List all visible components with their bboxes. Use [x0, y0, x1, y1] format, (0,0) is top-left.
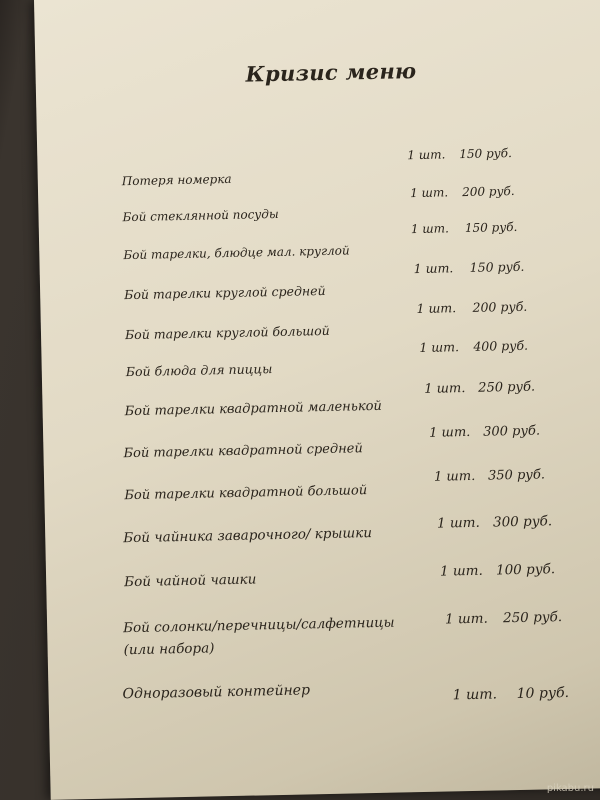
item-qty: 1 шт. [433, 468, 476, 485]
item-qty: 1 шт. [429, 424, 471, 441]
item-qty: 1 шт. [439, 562, 483, 580]
item-qty: 1 шт. [419, 339, 460, 356]
item-price: 300 руб. [492, 513, 553, 531]
menu-row [41, 337, 600, 380]
item-qty: 1 шт. [452, 686, 498, 704]
item-name: Бой тарелки квадратной большой [124, 483, 368, 504]
item-price: 350 руб. [487, 467, 546, 484]
item-name: Бой блюда для пиццы [125, 361, 273, 380]
item-price: 150 руб. [469, 258, 525, 275]
menu-page [34, 0, 600, 800]
menu-row [40, 258, 600, 303]
item-qty: 1 шт. [416, 300, 457, 317]
item-qty: 1 шт. [436, 514, 480, 532]
item-price: 150 руб. [464, 219, 518, 236]
item-qty: 1 шт. [407, 147, 446, 163]
item-price: 200 руб. [472, 298, 528, 315]
item-qty: 1 шт. [424, 381, 466, 397]
item-name: Одноразовый контейнер [122, 682, 311, 703]
menu-row [42, 379, 600, 420]
item-name: Бой солонки/перечницы/салфетницы [123, 614, 395, 637]
item-name: Бой чайника заварочного/ крышки [123, 525, 373, 547]
menu-row [44, 467, 600, 504]
item-price: 400 руб. [473, 337, 529, 354]
item-name-continued: (или набора) [123, 640, 215, 659]
menu-row [45, 513, 600, 547]
item-name: Бой чайной чашки [124, 571, 257, 591]
menu-row [46, 561, 600, 591]
item-name: Бой тарелки квадратной средней [123, 441, 363, 462]
item-price: 100 руб. [495, 561, 556, 579]
item-name: Бой тарелки квадратной маленькой [124, 398, 382, 420]
menu-row [48, 676, 600, 704]
item-qty: 1 шт. [444, 610, 488, 628]
menu-row [47, 608, 600, 659]
item-price: 10 руб. [516, 684, 570, 703]
item-name: Потеря номерка [121, 171, 232, 189]
item-name: Бой тарелки круглой большой [124, 322, 330, 343]
item-price: 150 руб. [459, 146, 512, 162]
page-title: Кризис меню [245, 58, 417, 87]
menu-row [37, 146, 597, 189]
item-name: Бой тарелки круглой средней [124, 282, 326, 303]
item-price: 250 руб. [502, 609, 563, 627]
item-qty: 1 шт. [410, 221, 450, 237]
menu-row [41, 298, 600, 343]
item-price: 250 руб. [478, 379, 536, 396]
item-qty: 1 шт. [413, 260, 454, 277]
item-price: 300 руб. [482, 423, 541, 440]
item-name: Бой стеклянной посуды [122, 206, 279, 225]
watermark: pikabu.ru [546, 783, 594, 794]
menu-row [43, 423, 600, 462]
item-qty: 1 шт. [409, 185, 449, 201]
item-price: 200 руб. [461, 183, 515, 200]
item-name: Бой тарелки, блюдце мал. круглой [123, 243, 350, 263]
